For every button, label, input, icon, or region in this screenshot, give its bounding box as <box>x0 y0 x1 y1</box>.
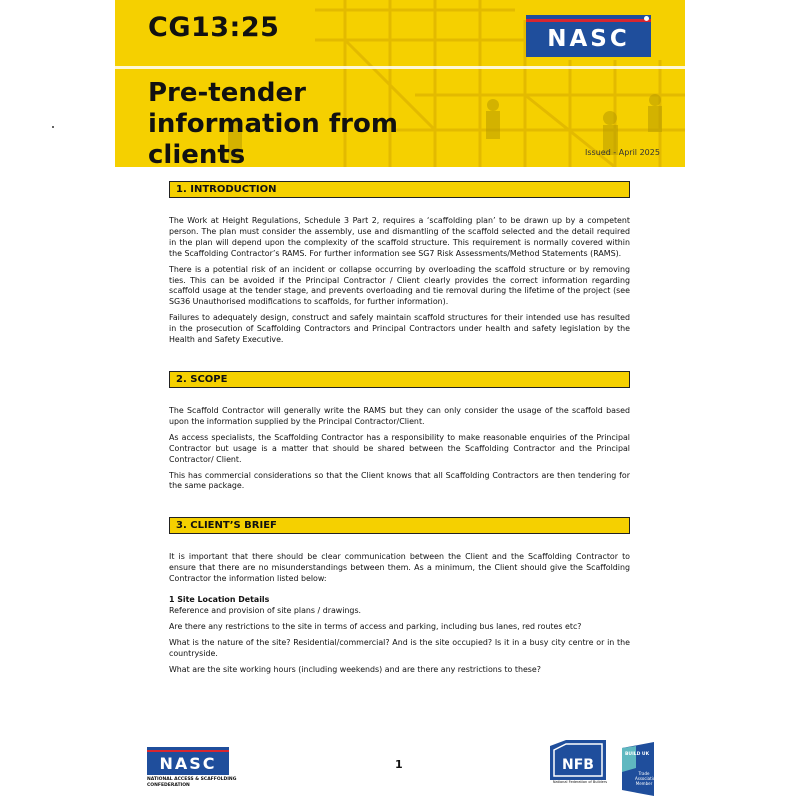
list-item: Reference and provision of site plans / drawings. <box>169 605 362 615</box>
document-body <box>169 181 630 680</box>
section-heading-scope: 2. SCOPE <box>169 371 630 388</box>
footer-nasc-logo <box>147 747 229 775</box>
page-number: 1 <box>395 758 403 771</box>
list-item: Are there any restrictions to the site in terms of access and parking, including bus lanes, red routes etc? <box>169 621 582 631</box>
list-item: What are the site working hours (including weekends) and are there any restrictions to these? <box>169 664 541 674</box>
document-code: CG13:25 <box>148 12 280 43</box>
banner-divider <box>115 66 685 69</box>
nfb-logo-text: NFB <box>562 757 594 773</box>
issue-date: Issued - April 2025 <box>585 148 660 157</box>
list-item: What is the nature of the site? Residential/commercial? And is the site occupied? Is it in a busy city centre or in the countryside. <box>169 637 630 658</box>
logo-text: NASC <box>547 26 630 52</box>
logo-text: NASC <box>159 754 217 773</box>
paragraph: This has commercial considerations so that the Client knows that all Scaffolding Contractors are then tendering for the same package. <box>169 470 630 491</box>
section-heading-clients-brief: 3. CLIENT’S BRIEF <box>169 517 630 534</box>
page-title: Pre-tender information from clients <box>148 78 398 167</box>
build-uk-caption: Trade Association Member <box>635 771 658 786</box>
registered-mark-icon <box>644 16 649 21</box>
margin-dot <box>52 126 54 128</box>
document-page <box>115 0 685 802</box>
nfb-caption: National Federation of Builders <box>552 780 608 784</box>
paragraph: The Work at Height Regulations, Schedule 3 Part 2, requires a ‘scaffolding plan’ to be drawn up by a competent person. The plan must consider the assembly, use and dismantling of the scaffold selected and the detail required in the plan will depend upon the complexity of the scaffold structure. This requirement is normally covered within the Scaffolding Contractor’s RAMS. For further information see SG7 Risk Assessments/Method Statements (RAMS). <box>169 216 630 258</box>
paragraph: Failures to adequately design, construct and safely maintain scaffold structures for their intended use has resulted in the prosecution of Scaffolding Contractors and Principal Contractors under health and safety legislation by the Health and Safety Executive. <box>169 313 630 345</box>
organisation-name: NATIONAL ACCESS & SCAFFOLDING CONFEDERATION <box>147 777 237 788</box>
build-uk-label: BUILD UK <box>625 752 650 757</box>
logo-red-line <box>147 750 229 752</box>
subsection-heading: 1 Site Location Details <box>169 595 270 605</box>
section-heading-introduction: 1. INTRODUCTION <box>169 181 630 198</box>
header-banner <box>115 0 685 167</box>
paragraph: There is a potential risk of an incident or collapse occurring by overloading the scaffold structure or by removing ties. This can be avoided if the Principal Contractor / Client clearly provides the correct information regarding scaffold usage at the tender stage, and prevents overloading and tie removal during the lifetime of the project (see SG36 Unauthorised modifications to scaffolds, for further information). <box>169 264 630 307</box>
build-uk-badge-icon <box>622 742 658 796</box>
logo-red-line <box>526 19 651 22</box>
paragraph: As access specialists, the Scaffolding Contractor has a responsibility to make reasonable enquiries of the Principal Contractor but usage is a matter that should be shared between the Scaffolding Contractor and the Principal Contractor/ Client. <box>169 432 630 464</box>
paragraph: The Scaffold Contractor will generally write the RAMS but they can only consider the usage of the scaffold based upon the information supplied by the Principal Contractor/Client. <box>169 405 630 426</box>
nasc-logo <box>526 15 651 57</box>
paragraph: It is important that there should be clear communication between the Client and the Scaffolding Contractor to ensure that there are no misunderstandings between them. As a minimum, the Client should give the Scaffolding Contractor the information listed below: <box>169 552 630 584</box>
